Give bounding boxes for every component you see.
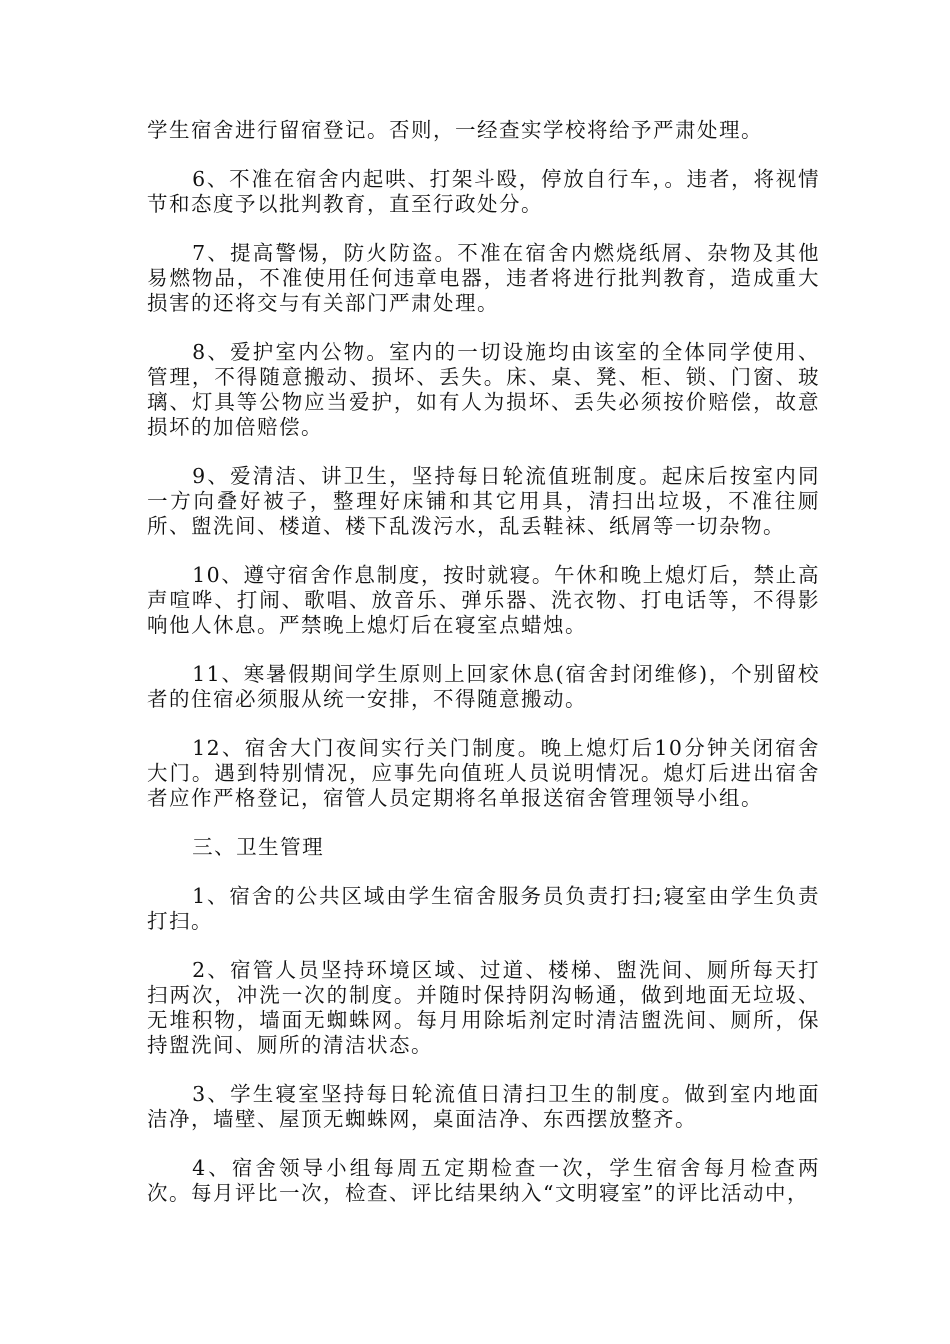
paragraph-hygiene-3: 3、学生寝室坚持每日轮流值日清扫卫生的制度。做到室内地面洁净，墙壁、屋顶无蜘蛛网，桌面洁净、东西摆放整齐。 [147, 1082, 820, 1131]
paragraph-hygiene-4: 4、宿舍领导小组每周五定期检查一次，学生宿舍每月检查两次。每月评比一次，检查、评比结果纳入“文明寝室”的评比活动中， [147, 1156, 820, 1205]
paragraph-hygiene-2: 2、宿管人员坚持环境区域、过道、楼梯、盥洗间、厕所每天打扫两次，冲洗一次的制度。并随时保持阴沟畅通，做到地面无垃圾、无堆积物，墙面无蜘蛛网。每月用除垢剂定时清洁盥洗间、厕所，保持盥洗间、厕所的清洁状态。 [147, 958, 820, 1057]
section-heading-hygiene: 三、卫生管理 [192, 835, 325, 859]
document-page [147, 118, 820, 1230]
paragraph-hygiene-1: 1、宿舍的公共区域由学生宿舍服务员负责打扫;寝室由学生负责打扫。 [147, 884, 820, 933]
paragraph-rule-8: 8、爱护室内公物。室内的一切设施均由该室的全体同学使用、管理，不得随意搬动、损坏、丢失。床、桌、凳、柜、锁、门窗、玻璃、灯具等公物应当爱护，如有人为损坏、丢失必须按价赔偿，故意损坏的加倍赔偿。 [147, 340, 820, 439]
paragraph-rule-6: 6、不准在宿舍内起哄、打架斗殴，停放自行车，。违者，将视情节和态度予以批判教育，直至行政处分。 [147, 167, 820, 216]
paragraph-continuation: 学生宿舍进行留宿登记。否则，一经查实学校将给予严肃处理。 [147, 118, 763, 142]
paragraph-rule-12: 12、宿舍大门夜间实行关门制度。晚上熄灯后10分钟关闭宿舍大门。遇到特别情况，应事先向值班人员说明情况。熄灯后进出宿舍者应作严格登记，宿管人员定期将名单报送宿舍管理领导小组。 [147, 736, 820, 810]
paragraph-rule-10: 10、遵守宿舍作息制度，按时就寝。午休和晚上熄灯后，禁止高声喧哗、打闹、歌唱、放音乐、弹乐器、洗衣物、打电话等，不得影响他人休息。严禁晚上熄灯后在寝室点蜡烛。 [147, 563, 820, 637]
paragraph-rule-7: 7、提高警惕，防火防盗。不准在宿舍内燃烧纸屑、杂物及其他易燃物品，不准使用任何违章电器，违者将进行批判教育，造成重大损害的还将交与有关部门严肃处理。 [147, 241, 820, 315]
paragraph-rule-9: 9、爱清洁、讲卫生，坚持每日轮流值班制度。起床后按室内同一方向叠好被子，整理好床铺和其它用具，清扫出垃圾，不准往厕所、盥洗间、楼道、楼下乱泼污水，乱丢鞋袜、纸屑等一切杂物。 [147, 464, 820, 538]
paragraph-rule-11: 11、寒暑假期间学生原则上回家休息(宿舍封闭维修)，个别留校者的住宿必须服从统一安排，不得随意搬动。 [147, 662, 820, 711]
